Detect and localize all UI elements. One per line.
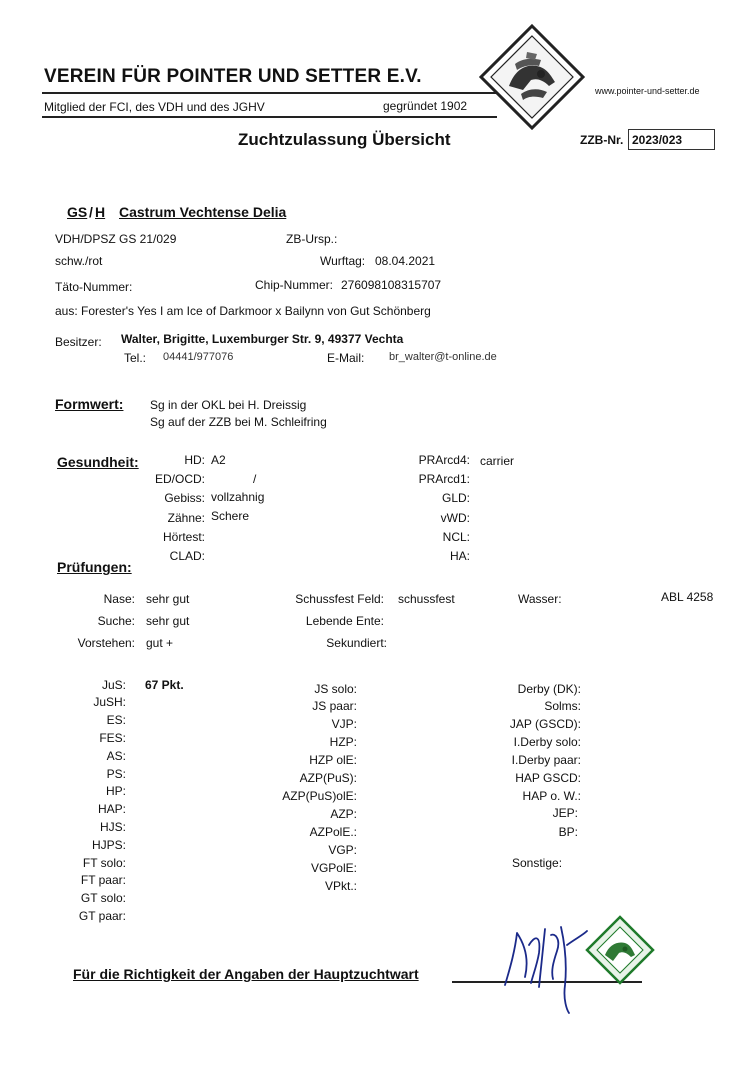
exam-col2-label: AZP(PuS):: [299, 771, 357, 785]
health-label: Hörtest:: [162, 530, 205, 544]
health-label: CLAD:: [169, 549, 205, 563]
exam-col1-label: HJPS:: [91, 838, 126, 852]
exam-col1-label: FT paar:: [80, 873, 126, 887]
zzb-number: 2023/023: [632, 133, 683, 147]
exam-col2-label: JS solo:: [314, 682, 357, 696]
health-label: Gebiss:: [164, 491, 205, 505]
exam-col1-label: PS:: [106, 767, 126, 781]
wasser-label: Wasser:: [518, 592, 562, 606]
pruefungen-heading: Prüfungen:: [57, 559, 132, 575]
exam-col1-label: FT solo:: [82, 856, 126, 870]
health-label: PRArcd1:: [418, 472, 470, 486]
health-label: HD:: [184, 453, 205, 467]
tel-label: Tel.:: [124, 351, 147, 365]
exam-col1-label: HJS:: [99, 820, 126, 834]
exam-label: Schussfest Feld:: [295, 592, 384, 606]
health-label: HA:: [449, 549, 470, 563]
header-rule-bottom: [42, 116, 497, 118]
tel-value: 04441/977076: [163, 351, 234, 363]
exam-col1-label: JuSH:: [93, 695, 126, 709]
exam-col1-label: HP:: [105, 784, 126, 798]
exam-col2-label: VJP:: [331, 717, 357, 731]
exam-col2-label: AZP(PuS)olE:: [282, 789, 357, 803]
exam-col2-label: HZP:: [329, 735, 357, 749]
gesundheit-heading: Gesundheit:: [57, 454, 139, 470]
exam-col2-label: JS paar:: [312, 699, 357, 713]
wurftag-label: Wurftag:: [320, 254, 366, 268]
health-label: vWD:: [440, 511, 470, 525]
membership-text: Mitglied der FCI, des VDH und des JGHV: [44, 100, 265, 114]
health-value: /: [253, 472, 257, 486]
exam-col3-label: Solms:: [544, 699, 581, 713]
exam-col1-label: ES:: [106, 713, 126, 727]
formwert-heading: Formwert:: [55, 396, 124, 412]
exam-value: schussfest: [398, 592, 455, 606]
health-value: A2: [211, 453, 226, 467]
exam-label: Suche:: [97, 614, 135, 628]
health-label: Zähne:: [167, 511, 205, 525]
registration-number: VDH/DPSZ GS 21/029: [55, 232, 177, 246]
exam-col3-label: Derby (DK):: [517, 682, 581, 696]
formwert-line-1: Sg in der OKL bei H. Dreissig: [150, 398, 307, 412]
founded-text: gegründet 1902: [383, 99, 468, 113]
exam-label: Nase:: [103, 592, 135, 606]
dog-sex: H: [95, 204, 106, 220]
exam-col2-label: VPkt.:: [324, 879, 357, 893]
website-link[interactable]: www.pointer-und-setter.de: [595, 86, 700, 96]
exam-col3-label: JAP (GSCD):: [509, 717, 581, 731]
exam-col1-label: FES:: [99, 731, 126, 745]
zb-ursp-label: ZB-Ursp.:: [286, 232, 338, 246]
club-stamp: [585, 915, 655, 985]
header-rule-top: [42, 92, 497, 94]
exam-col1-value: 67 Pkt.: [145, 678, 184, 692]
exam-col1-label: AS:: [106, 749, 126, 763]
health-label: ED/OCD:: [154, 472, 205, 486]
exam-value: sehr gut: [146, 592, 190, 606]
parents: aus: Forester's Yes I am Ice of Darkmoor x Bailynn von Gut Schönberg: [55, 304, 431, 318]
dog-breed-slash: /: [89, 204, 93, 220]
exam-col1-label: GT solo:: [80, 891, 126, 905]
exam-col2-label: AZPolE.:: [309, 825, 357, 839]
confirmation-text: Für die Richtigkeit der Angaben der Hauptzuchtwart: [73, 966, 419, 982]
exam-col3-label: I.Derby solo:: [513, 735, 581, 749]
abl-number: ABL 4258: [661, 590, 714, 604]
exam-value: gut +: [146, 636, 174, 650]
email-label: E-Mail:: [327, 351, 365, 365]
health-value: carrier: [480, 454, 515, 468]
exam-col2-label: AZP:: [330, 807, 357, 821]
health-label: NCL:: [442, 530, 470, 544]
organization-name: VEREIN FÜR POINTER UND SETTER E.V.: [44, 66, 422, 87]
page-title: Zuchtzulassung Übersicht: [238, 130, 451, 149]
zzb-label: ZZB-Nr.: [580, 133, 624, 147]
health-label: GLD:: [441, 491, 470, 505]
health-value: vollzahnig: [211, 490, 265, 504]
exam-col1-label: HAP:: [97, 802, 126, 816]
formwert-line-2: Sg auf der ZZB bei M. Schleifring: [150, 415, 327, 429]
exam-col3-label: HAP GSCD:: [515, 771, 581, 785]
wurftag-value: 08.04.2021: [375, 254, 436, 268]
chip-label: Chip-Nummer:: [255, 278, 334, 292]
exam-col3-label: HAP o. W.:: [522, 789, 581, 803]
exam-col2-label: HZP olE:: [309, 753, 357, 767]
exam-label: Sekundiert:: [326, 636, 387, 650]
exam-col3-label: I.Derby paar:: [511, 753, 581, 767]
exam-label: Vorstehen:: [77, 636, 135, 650]
exam-col3-label: JEP:: [552, 806, 578, 820]
owner-label: Besitzer:: [55, 335, 102, 349]
health-value: Schere: [211, 509, 250, 523]
health-label: PRArcd4:: [418, 453, 470, 467]
dog-name: Castrum Vechtense Delia: [119, 204, 287, 220]
email-value[interactable]: br_walter@t-online.de: [389, 351, 497, 363]
dog-breed: GS: [67, 204, 88, 220]
exam-col1-label: JuS:: [101, 678, 126, 692]
exam-col1-label: GT paar:: [78, 909, 126, 923]
taeto-label: Täto-Nummer:: [55, 280, 133, 294]
exam-value: sehr gut: [146, 614, 190, 628]
chip-value: 276098108315707: [341, 278, 442, 292]
exam-col2-label: VGPolE:: [310, 861, 357, 875]
exam-col3-label: BP:: [558, 825, 578, 839]
club-logo: [479, 24, 585, 130]
dog-color: schw./rot: [55, 254, 103, 268]
sonstige-label: Sonstige:: [512, 856, 563, 870]
exam-col2-label: VGP:: [328, 843, 357, 857]
exam-label: Lebende Ente:: [305, 614, 384, 628]
owner-value: Walter, Brigitte, Luxemburger Str. 9, 49377 Vechta: [121, 332, 404, 346]
